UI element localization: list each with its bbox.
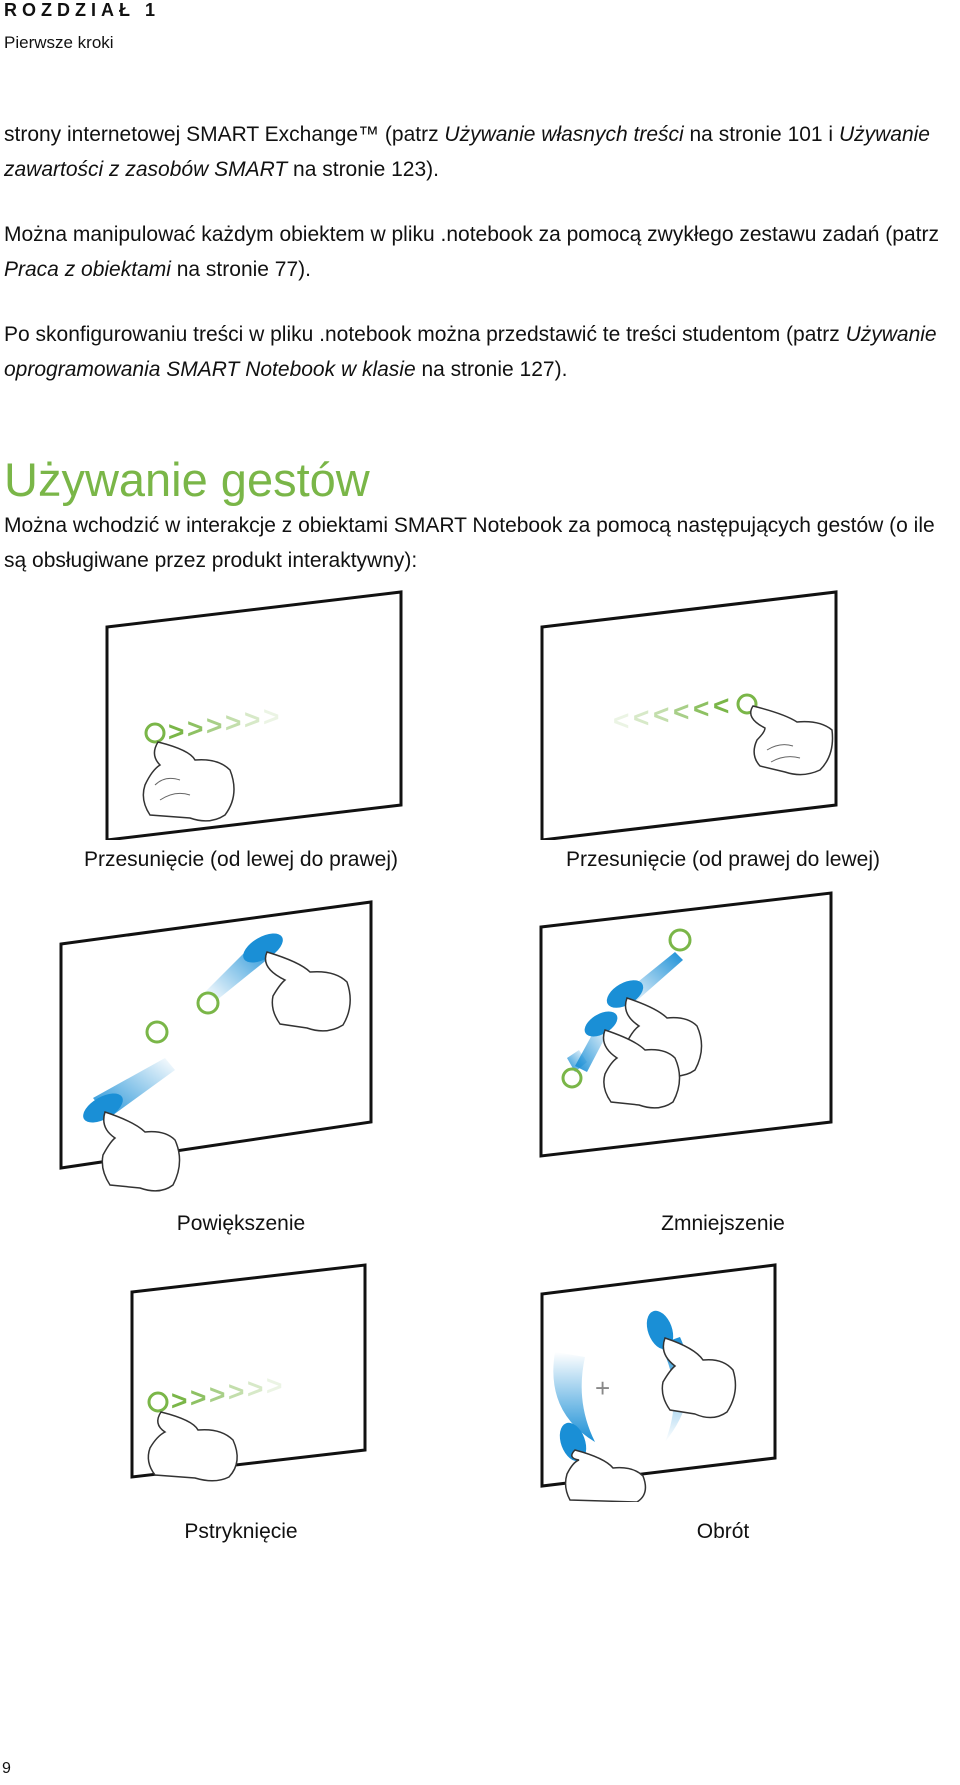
swipe-right-icon: [100, 590, 430, 840]
svg-text:+: +: [595, 1373, 611, 1403]
svg-text:>: >: [263, 701, 280, 732]
p1-link-smart-resources: Używanie zawartości z zasobów SMART: [4, 123, 930, 181]
caption-flick: Pstryknięcie: [184, 1520, 298, 1543]
p2-text-c: na stronie 77).: [170, 258, 311, 281]
flick-icon: [125, 1262, 370, 1492]
swipe-left-icon: [535, 590, 865, 840]
svg-text:>: >: [266, 1370, 283, 1401]
chapter-label: ROZDZIAŁ 1: [4, 0, 160, 20]
svg-text:>: >: [171, 1385, 188, 1416]
svg-text:<: <: [653, 699, 670, 730]
p1-text-a: strony internetowej SMART Exchange™ (patrz: [4, 123, 445, 146]
svg-text:<: <: [613, 705, 630, 736]
p3-link-classroom: Używanie oprogramowania SMART Notebook w klasie: [4, 323, 937, 381]
svg-text:>: >: [228, 1376, 245, 1407]
caption-rotate: Obrót: [696, 1520, 750, 1543]
svg-text:>: >: [168, 716, 185, 747]
chapter-subtitle: Pierwsze kroki: [4, 33, 114, 52]
paragraph-3: [4, 317, 944, 387]
caption-swipe-right: Przesunięcie (od lewej do prawej): [84, 848, 398, 871]
svg-text:>: >: [247, 1373, 264, 1404]
svg-text:>: >: [225, 707, 242, 738]
svg-text:>: >: [187, 713, 204, 744]
svg-text:>: >: [244, 704, 261, 735]
zoom-out-icon: [535, 890, 865, 1190]
section-intro: Można wchodzić w interakcje z obiektami SMART Notebook za pomocą następujących gestów (o ile są obsługiwane przez produkt interaktywny):: [4, 514, 935, 572]
p2-text-a: Można manipulować każdym obiektem w pliku .notebook za pomocą zwykłego zestawu zadań (patrz: [4, 223, 939, 246]
zoom-in-icon: [55, 900, 435, 1220]
paragraph-2: [4, 217, 944, 287]
paragraph-1: [4, 117, 944, 187]
p1-text-c: na stronie 101 i: [683, 123, 839, 146]
p2-link-objects: Praca z obiektami: [4, 258, 171, 281]
caption-zoom-in: Powiększenie: [176, 1212, 306, 1235]
svg-text:>: >: [206, 710, 223, 741]
p1-text-e: na stronie 123).: [287, 158, 439, 181]
svg-text:<: <: [633, 702, 650, 733]
p3-text-a: Po skonfigurowaniu treści w pliku .notebook można przedstawić te treści studentom (patrz: [4, 323, 846, 346]
svg-text:<: <: [713, 690, 730, 721]
svg-text:>: >: [190, 1382, 207, 1413]
rotate-icon: [535, 1262, 865, 1502]
section-heading: Używanie gestów: [4, 453, 370, 506]
page-number: 9: [2, 1760, 11, 1777]
p3-text-c: na stronie 127).: [415, 358, 568, 381]
caption-swipe-left: Przesunięcie (od prawej do lewej): [566, 848, 880, 871]
svg-text:<: <: [673, 696, 690, 727]
svg-text:<: <: [693, 693, 710, 724]
caption-zoom-out: Zmniejszenie: [661, 1212, 785, 1235]
svg-text:>: >: [209, 1379, 226, 1410]
p1-link-own-content: Używanie własnych treści: [444, 123, 684, 146]
